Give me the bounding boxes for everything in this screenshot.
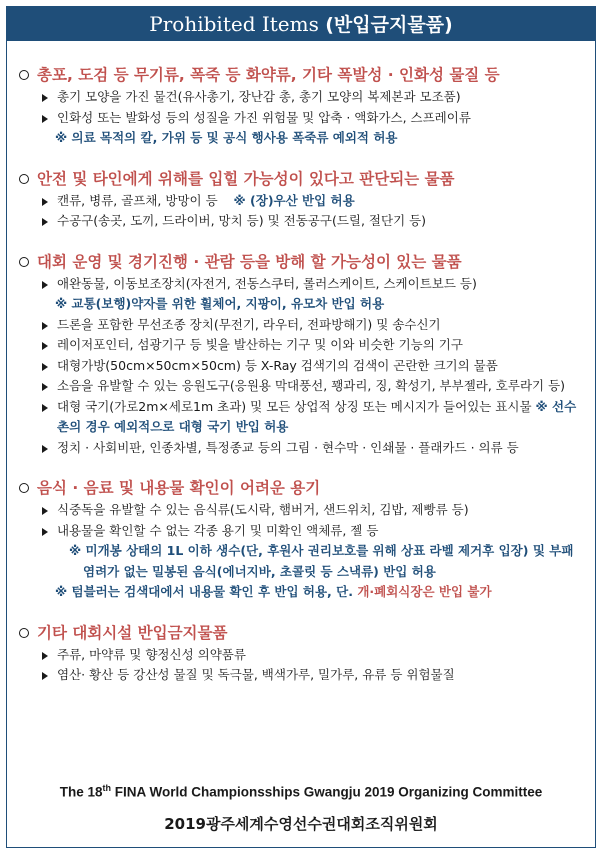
- list-item: [41, 335, 587, 356]
- title-korean: (반입금지물품): [325, 14, 453, 36]
- section-food: [7, 476, 595, 603]
- item-text: 염산· 황산 등 강산성 물질 및 독극물, 백색가루, 밀가루, 유류 등 위험물질: [57, 667, 455, 682]
- footer-en-prefix: The 18: [59, 784, 103, 800]
- section-title: 안전 및 타인에게 위해를 입힐 가능성이 있다고 판단되는 물품: [37, 169, 455, 188]
- list-item: [41, 315, 587, 336]
- triangle-bullet-icon: [42, 322, 48, 330]
- footer-korean: 2019광주세계수영선수권대회조직위원회: [164, 815, 438, 833]
- title-english: Prohibited Items: [149, 12, 319, 36]
- note-warning: 개·폐회식장은 반입 불가: [357, 584, 492, 599]
- section-hazard: [7, 167, 595, 232]
- item-text: 대형 국기(가로2m×세로1m 초과) 및 모든 상업적 상징 또는 메시지가 들어있는 표시물: [57, 398, 532, 414]
- triangle-bullet-icon: [42, 218, 48, 226]
- triangle-bullet-icon: [42, 115, 48, 123]
- exception-note: ※ 교통(보행)약자를 위한 휠체어, 지팡이, 유모차 반입 허용: [55, 296, 385, 311]
- item-text: 인화성 또는 발화성 등의 성질을 가진 위험물 및 압축 · 액화가스, 스프레이류: [57, 109, 471, 125]
- section-title: 음식 · 음료 및 내용물 확인이 어려운 용기: [37, 479, 321, 497]
- item-text: 총기 모양을 가진 물건(유사총기, 장난감 총, 총기 모양의 복제본과 모조품): [57, 89, 461, 104]
- section-title: 기타 대회시설 반입금지물품: [37, 623, 228, 642]
- title-bar: [7, 7, 595, 41]
- triangle-bullet-icon: [42, 363, 48, 371]
- section-title: 대회 운영 및 경기진행 · 관람 등을 방해 할 가능성이 있는 물품: [37, 252, 462, 271]
- circle-bullet-icon: [19, 70, 29, 80]
- section-heading: [7, 63, 595, 87]
- item-text: 내용물을 확인할 수 없는 각종 용기 및 미확인 액체류, 젤 등: [57, 522, 379, 538]
- section-title: 총포, 도검 등 무기류, 폭죽 등 화약류, 기타 폭발성 · 인화성 물질 등: [37, 66, 500, 84]
- triangle-bullet-icon: [42, 528, 48, 536]
- item-text: 레이저포인터, 섬광기구 등 빛을 발산하는 기구 및 이와 비슷한 기능의 기구: [57, 337, 463, 352]
- triangle-bullet-icon: [42, 445, 48, 453]
- exception-note: ※ (장)우산 반입 허용: [233, 192, 355, 208]
- exception-note: [41, 582, 587, 603]
- section-heading: [7, 250, 595, 274]
- exception-note: ※ 선수촌의 경우 예외적으로 대형 국기 반입 허용: [57, 398, 577, 434]
- triangle-bullet-icon: [42, 404, 48, 412]
- item-text: 주류, 마약류 및 향정신성 의약품류: [57, 646, 246, 662]
- item-text: 드론을 포함한 무선조종 장치(무전기, 라우터, 전파방해기) 및 송수신기: [57, 316, 441, 332]
- footer-en-sup: th: [102, 783, 111, 793]
- footer-english: [7, 783, 595, 800]
- section-heading: [7, 167, 595, 191]
- exception-note: ※ 미개봉 상태의 1L 이하 생수(단, 후원사 권리보호를 위해 상표 라벨 제거후 입장) 및 부패 염려가 없는 밀봉된 음식(에너지바, 초콜릿 등 스낵류) 반입 허용: [69, 543, 574, 579]
- section-weapons: [7, 63, 595, 149]
- list-item: [41, 665, 587, 686]
- note-text: ※ 텀블러는 검색대에서 내용물 확인 후 반입 허용, 단.: [55, 584, 358, 599]
- item-text: 소음을 유발할 수 있는 응원도구(응원용 막대풍선, 꽹과리, 징, 확성기, 부부젤라, 호루라기 등): [57, 378, 566, 393]
- circle-bullet-icon: [19, 483, 29, 493]
- triangle-bullet-icon: [42, 507, 48, 515]
- list-item: [41, 108, 587, 129]
- triangle-bullet-icon: [42, 672, 48, 680]
- list-item: [41, 645, 587, 666]
- triangle-bullet-icon: [42, 94, 48, 102]
- circle-bullet-icon: [19, 174, 29, 184]
- section-heading: [7, 476, 595, 500]
- section-disruption: [7, 250, 595, 459]
- item-text: 애완동물, 이동보조장치(자전거, 전동스쿠터, 롤러스케이트, 스케이트보드 등): [57, 275, 477, 291]
- list-item: [41, 376, 587, 397]
- item-text: 수공구(송곳, 도끼, 드라이버, 망치 등) 및 전동공구(드릴, 절단기 등): [57, 213, 427, 228]
- list-item: [41, 191, 587, 212]
- section-other: [7, 621, 595, 686]
- list-item: [41, 87, 587, 108]
- triangle-bullet-icon: [42, 342, 48, 350]
- item-text: 대형가방(50cm×50cm×50cm) 등 X-Ray 검색기의 검색이 곤란한 크기의 물품: [57, 357, 498, 373]
- item-text: 정치 · 사회비판, 인종차별, 특정종교 등의 그림 · 현수막 · 인쇄물 · 플래카드 · 의류 등: [57, 439, 519, 455]
- triangle-bullet-icon: [42, 383, 48, 391]
- document-frame: [6, 6, 596, 848]
- list-item: [41, 521, 587, 542]
- list-item: [41, 500, 587, 521]
- list-item: [41, 397, 587, 438]
- triangle-bullet-icon: [42, 198, 48, 206]
- list-item: [41, 438, 587, 459]
- triangle-bullet-icon: [42, 652, 48, 660]
- circle-bullet-icon: [19, 257, 29, 267]
- footer-en-suffix: FINA World Championsships Gwangju 2019 Organizing Committee: [110, 784, 543, 800]
- list-item: [41, 211, 587, 232]
- section-heading: [7, 621, 595, 645]
- list-item: [41, 274, 587, 295]
- item-text: 캔류, 병류, 골프채, 방망이 등: [57, 192, 218, 208]
- circle-bullet-icon: [19, 628, 29, 638]
- exception-note: ※ 의료 목적의 칼, 가위 등 및 공식 행사용 폭죽류 예외적 허용: [55, 130, 398, 145]
- content: [7, 63, 595, 704]
- list-item: [41, 356, 587, 377]
- triangle-bullet-icon: [42, 281, 48, 289]
- item-text: 식중독을 유발할 수 있는 음식류(도시락, 햄버거, 샌드위치, 김밥, 제빵류 등): [57, 502, 469, 517]
